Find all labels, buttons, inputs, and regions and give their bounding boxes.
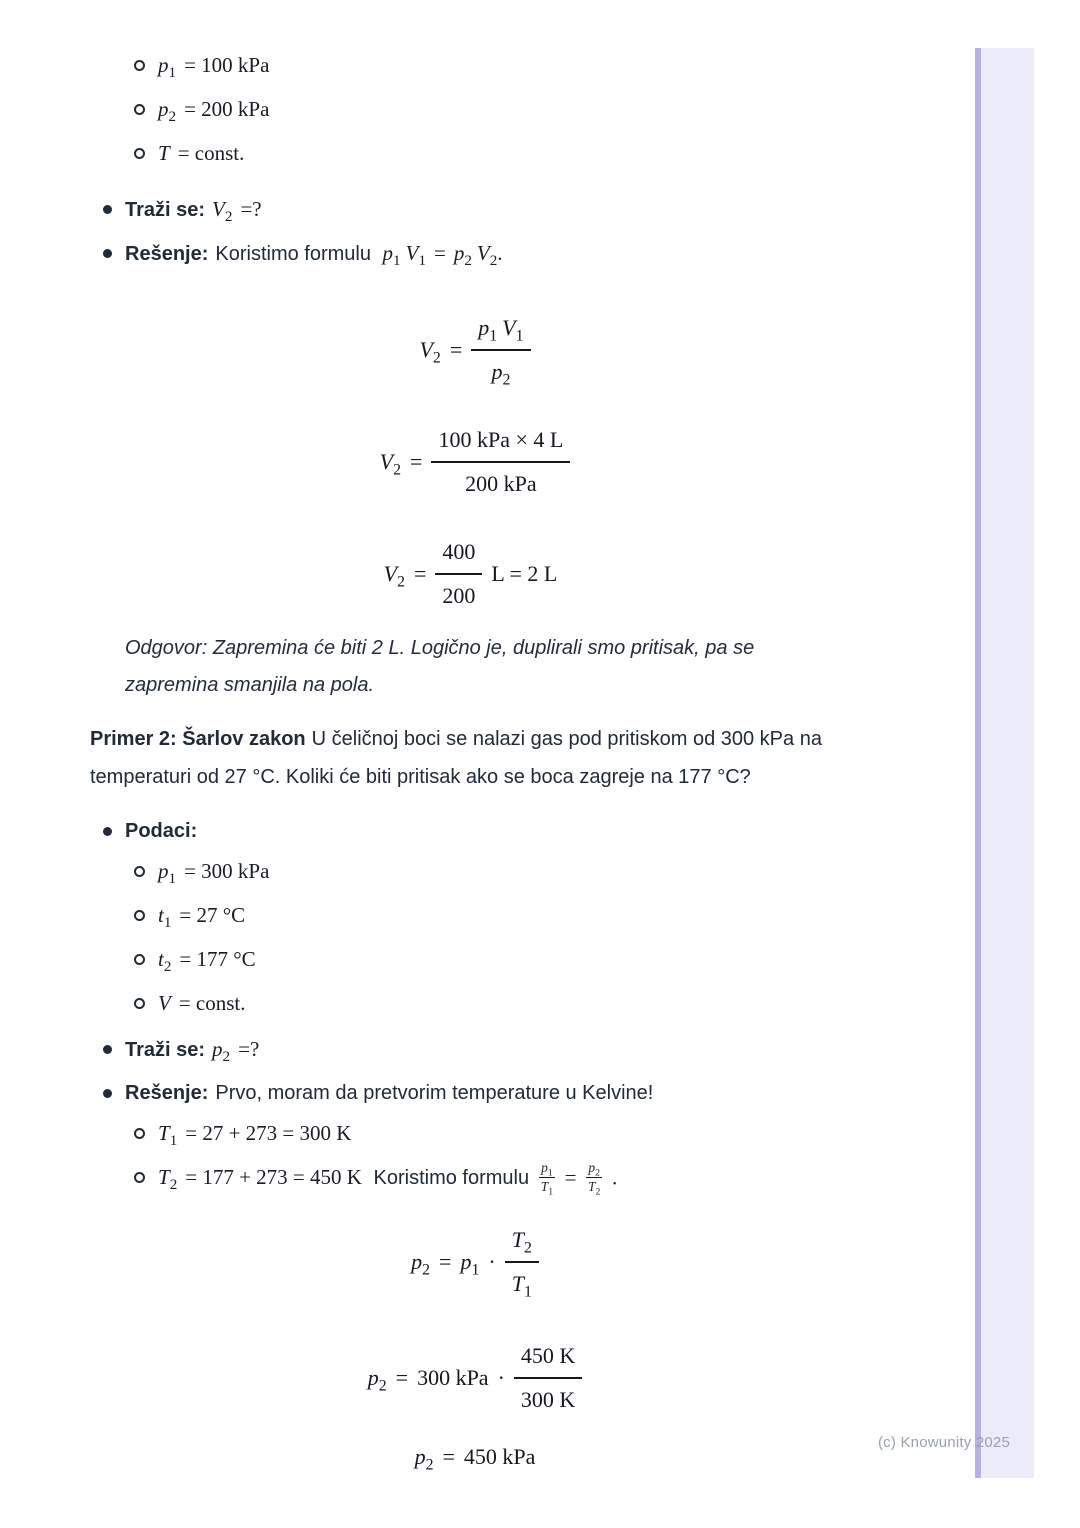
fraction: $\frac{T_2}{T_1}$	[505, 1224, 539, 1300]
formula-lhs: $p_2$	[414, 1444, 434, 1474]
circle-bullet-icon	[134, 60, 145, 71]
podaci-label: Podaci:	[125, 820, 198, 842]
trazi-se-2-text: Traži se: $p_2$ =?	[125, 1037, 260, 1066]
primer2-paragraph	[90, 720, 865, 796]
formula-v2-values: $V_2$ = $\frac{\text{100 kPa × 4 L}}{\text{200 kPa}}$	[90, 424, 860, 500]
list-item-p2-data4	[90, 988, 860, 1032]
circle-bullet-icon	[134, 1172, 145, 1183]
math-t1-27c: $t_1 = 27$ °C	[158, 903, 246, 932]
math-t-const: T = const.	[158, 141, 245, 165]
formula-lhs: $V_2$	[379, 449, 402, 479]
formula-lhs: $p_2$	[411, 1249, 431, 1279]
list-item-p2-data1	[90, 856, 860, 900]
disc-bullet-icon	[103, 249, 112, 258]
fraction: $\frac{\text{100 kPa × 4 L}}{\text{200 kPa}}$	[431, 424, 570, 500]
formula-p2-result: $p_2$ = 450 kPa	[414, 1444, 536, 1474]
formula-lhs: $V_2$	[383, 561, 405, 591]
watermark: (c) Knowunity 2025	[877, 1434, 1010, 1451]
odgovor-paragraph: Odgovor: Zapremina će biti 2 L. Logično je, duplirali smo pritisak, pa se zapremina smanjila na pola.	[125, 637, 755, 696]
math-t2-177c: $t_2 = 177$ °C	[158, 947, 256, 976]
disc-bullet-icon	[103, 205, 112, 214]
circle-bullet-icon	[134, 1128, 145, 1139]
primer2-text: U čeličnoj boci se nalazi gas pod pritiskom od 300 kPa na temperaturi od 27 °C. Koliki će biti pritisak ako se boca zagreje na 177 °C?	[90, 728, 822, 788]
formula-rhs-var: $p_1$	[460, 1249, 480, 1279]
list-item-trazi-se-1	[90, 194, 860, 238]
circle-bullet-icon	[134, 866, 145, 877]
circle-bullet-icon	[134, 910, 145, 921]
disc-bullet-icon	[103, 1089, 112, 1098]
fraction: $\frac{450 K}{300 K}$	[514, 1340, 582, 1416]
circle-bullet-icon	[134, 148, 145, 159]
list-item-p1-data3	[90, 138, 860, 182]
formula-lhs: $p_2$	[367, 1365, 387, 1395]
math-p2-200kpa: $p_2 = 200$ kPa	[158, 97, 270, 126]
list-item-kelvin-1	[90, 1118, 860, 1162]
disc-bullet-icon	[103, 1045, 112, 1054]
list-item-resenje-1	[90, 238, 860, 282]
formula-p2-values: $p_2$ = 300 kPa · $\frac{450 K}{300 K}$	[90, 1340, 860, 1416]
list-item-p2-data2	[90, 900, 860, 944]
circle-bullet-icon	[134, 954, 145, 965]
math-p1-300kpa: $p_1 = 300$ kPa	[158, 859, 270, 888]
math-p1-100kpa: $p_1 = 100$ kPa	[158, 53, 270, 82]
formula-v2-general: $V_2$ = $\frac{p_1 V_1}{p_2}$	[90, 312, 860, 388]
list-item-p2-data3	[90, 944, 860, 988]
list-item-trazi-se-2	[90, 1034, 860, 1078]
math-v-const: V = const.	[158, 991, 246, 1015]
list-item-resenje-2	[90, 1078, 860, 1118]
math-t2-kelvin-and-formula: $T_2 = 177 + 273 = 450$ K Koristimo formulu $\frac{p_1}{T_1}$ = $\frac{p_2}{T_2}$ .	[158, 1160, 618, 1198]
fraction: $\frac{p_1 V_1}{p_2}$	[471, 312, 530, 388]
circle-bullet-icon	[134, 998, 145, 1009]
formula-lhs: $V_2$	[419, 337, 441, 367]
inline-fraction: $\frac{p_1}{T_1}$	[540, 1160, 554, 1198]
primer2-title: Primer 2: Šarlov zakon	[90, 728, 306, 750]
fraction: $\frac{400}{200}$	[435, 536, 482, 612]
resenje-1-text: Rešenje: Koristimo formulu $p_1$ $V_1 = p_2$ $V_2$.	[125, 241, 503, 270]
formula-p2-general: $p_2$ = $p_1$ · $\frac{T_2}{T_1}$	[90, 1224, 860, 1300]
list-item-p1-data1	[90, 50, 860, 94]
math-t1-kelvin: $T_1 = 27 + 273 = 300$ K	[158, 1121, 352, 1150]
list-item-p1-data2	[90, 94, 860, 138]
resenje-2-text: Rešenje: Prvo, moram da pretvorim temperature u Kelvine!	[125, 1082, 654, 1104]
side-panel	[975, 48, 1034, 1478]
circle-bullet-icon	[134, 104, 145, 115]
list-item-kelvin-2	[90, 1162, 860, 1206]
trazi-se-1-text: Traži se: $V_2$ =?	[125, 197, 262, 226]
inline-fraction: $\frac{p_2}{T_2}$	[588, 1160, 601, 1198]
list-item-podaci	[90, 816, 860, 856]
disc-bullet-icon	[103, 827, 112, 836]
formula-v2-result: $V_2$ = $\frac{400}{200}$ L = 2 L	[90, 536, 860, 612]
